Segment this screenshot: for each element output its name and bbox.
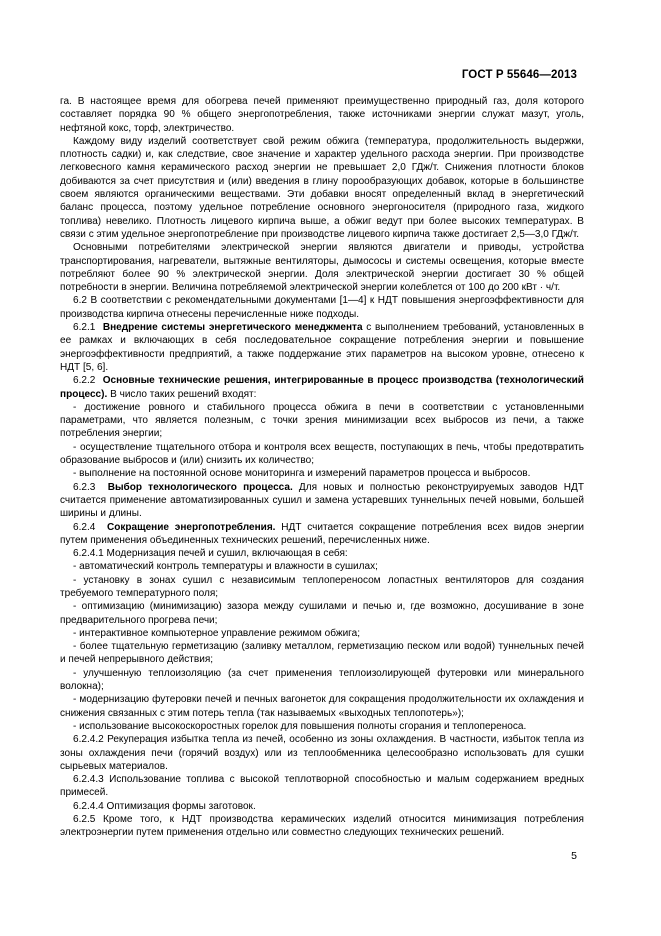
list-item: - установку в зонах сушил с независимым теплоперенoсом лопастных вентиляторов для создания требуемого температурного поля; [60, 574, 584, 599]
section-text: Для новых и полностью реконструируемых заводов НДТ считается применение автоматизированных сушил и замена устаревших туннельных печей новыми, большей ширины и длины. [60, 481, 584, 520]
paragraph: Основными потребителями электрической энергии являются двигатели и приводы, устройства транспортирования, нагреватели, вытяжные вентиляторы, дымососы и системы освещения, которые вместе потребляют более 90 % электрической энергии. Доля электрической энергии достигает 30 % общей потребности в энергии. Величина потребляемой электрической энергии колеблется от 100 до 200 кВт · ч/т. [60, 242, 584, 294]
paragraph: 6.2.4.2 Рекуперация избытка тепла из печей, особенно из зоны охлаждения. В частности, избыток тепла из зоны охлаждения печи (горячий воздух) или из теплообменника целесообразно использовать для сушки сырьевых материалов. [60, 734, 584, 772]
list-item: - интерактивное компьютерное управление режимом обжига; [73, 627, 361, 639]
list-item: - автоматический контроль температуры и влажности в сушилах; [73, 561, 378, 573]
section-number: 6.2.2 [73, 375, 96, 387]
section-text: НДТ считается сокращение потребления всех видов энергии путем применения объединенных технических решений, перечисленных ниже. [60, 521, 584, 546]
section-heading: Сокращение энергопотребления. [106, 521, 276, 533]
paragraph: га. В настоящее время для обогрева печей применяют преимущественно природный газ, доля которого составляет порядка 90 % общего энергопотребления, также источниками энергии служат мазут, уголь, нефтяной кокс, торф, электричество. [60, 96, 584, 134]
paragraph: 6.2.5 Кроме того, к НДТ производства керамических изделий относится минимизация потребления электроэнергии путем применения отдельно или совместно следующих технических решений. [60, 814, 584, 839]
section-heading: Внедрение системы энергетического менеджмента [102, 322, 363, 334]
list-item: - оптимизацию (минимизацию) зазора между сушилами и печью и, где возможно, досушивание в зоне предварительного прогрева печи; [60, 601, 584, 626]
list-item: - выполнение на постоянной основе мониторинга и измерений параметров процесса и выбросов. [73, 468, 531, 480]
paragraph: 6.2.4.3 Использование топлива с высокой теплотворной способностью и малым содержанием вредных примесей. [60, 774, 584, 799]
section-6-2-2 [60, 374, 584, 401]
document-body [60, 95, 584, 840]
paragraph: 6.2 В соответствии с рекомендательными документами [1—4] к НДТ повышения энергоэффективности для производства кирпича отнесены перечисленные ниже подходы. [60, 295, 584, 320]
section-text: В число таких решений входят: [107, 388, 257, 400]
section-6-2-1 [60, 321, 584, 374]
list-item: - осуществление тщательного отбора и контроля всех веществ, поступающих в печь, чтобы предотвратить образование выбросов и (или) снизить их количество; [60, 441, 584, 467]
list-item: - модернизацию футеровки печей и печных вагонеток для сокращения продолжительности их охлаждения и снижения связанных с этим потерь тепла (так называемых «выходных теплопотерь»); [60, 694, 584, 719]
list-item: - достижение ровного и стабильного процесса обжига в печи в соответствии с установленными параметрами, что является полезным, с точки зрения минимизации всех выбросов из печи, а также потребления энергии; [60, 401, 584, 440]
list-item: - использование высокоскоростных горелок для повышения полноты сгорания и теплопереноса. [73, 720, 527, 732]
section-heading: Основные технические решения, интегрированные в процесс производства (технологический процесс). [60, 375, 584, 400]
paragraph: 6.2.4.1 Модернизация печей и сушил, включающая в себя: [73, 548, 348, 560]
section-text: с выполнением требований, установленных в ее рамках и включающих в себя последовательное сокращение потребления энергии и повышение энергоэффективности предприятий, а также поддержание этих параметров на высоком уровне, отнесено к НДТ [5, 6]. [60, 322, 584, 373]
paragraph: 6.2.4.4 Оптимизация формы заготовок. [73, 800, 256, 812]
doc-header: ГОСТ Р 55646—2013 [461, 69, 577, 81]
paragraph: Каждому виду изделий соответствует свой режим обжига (температура, продолжительность выдержки, плотность садки) и, как следствие, свое значение и характер удельного расхода энергии. При производстве легковесного камня керамического расход энергии не превышает 2,0 ГДж/т. Снижения плотности блоков добиваются за счет присутствия и (или) введения в глину порообразующих добавок, которые в большинстве своем являются органическими веществами. Эти добавки вносят определенный вклад в энергетический баланс процесса, поэтому удельное потребление основного энергоносителя (природного газа, жидкого топлива) невелико. Плотность лицевого кирпича выше, а обжиг ведут при более высоких температурах. В связи с этим удельное энергопотребление при производстве лицевого кирпича также достигает 2,5—3,0 ГДж/т. [60, 135, 584, 240]
list-item: - более тщательную герметизацию (заливку металлом, герметизацию песком или водой) туннельных печей и печей непрерывного действия; [60, 641, 584, 666]
section-number: 6.2.3 [73, 481, 96, 493]
section-number: 6.2.4 [73, 521, 96, 533]
page-number: 5 [571, 850, 577, 862]
list-item: - улучшенную теплоизоляцию (за счет применения теплоизолирующей футеровки или минерального волокна); [60, 667, 584, 693]
section-heading: Выбор технологического процесса. [107, 481, 293, 493]
section-number: 6.2.1 [73, 322, 96, 334]
section-6-2-4 [60, 521, 584, 548]
section-6-2-3 [60, 481, 584, 521]
